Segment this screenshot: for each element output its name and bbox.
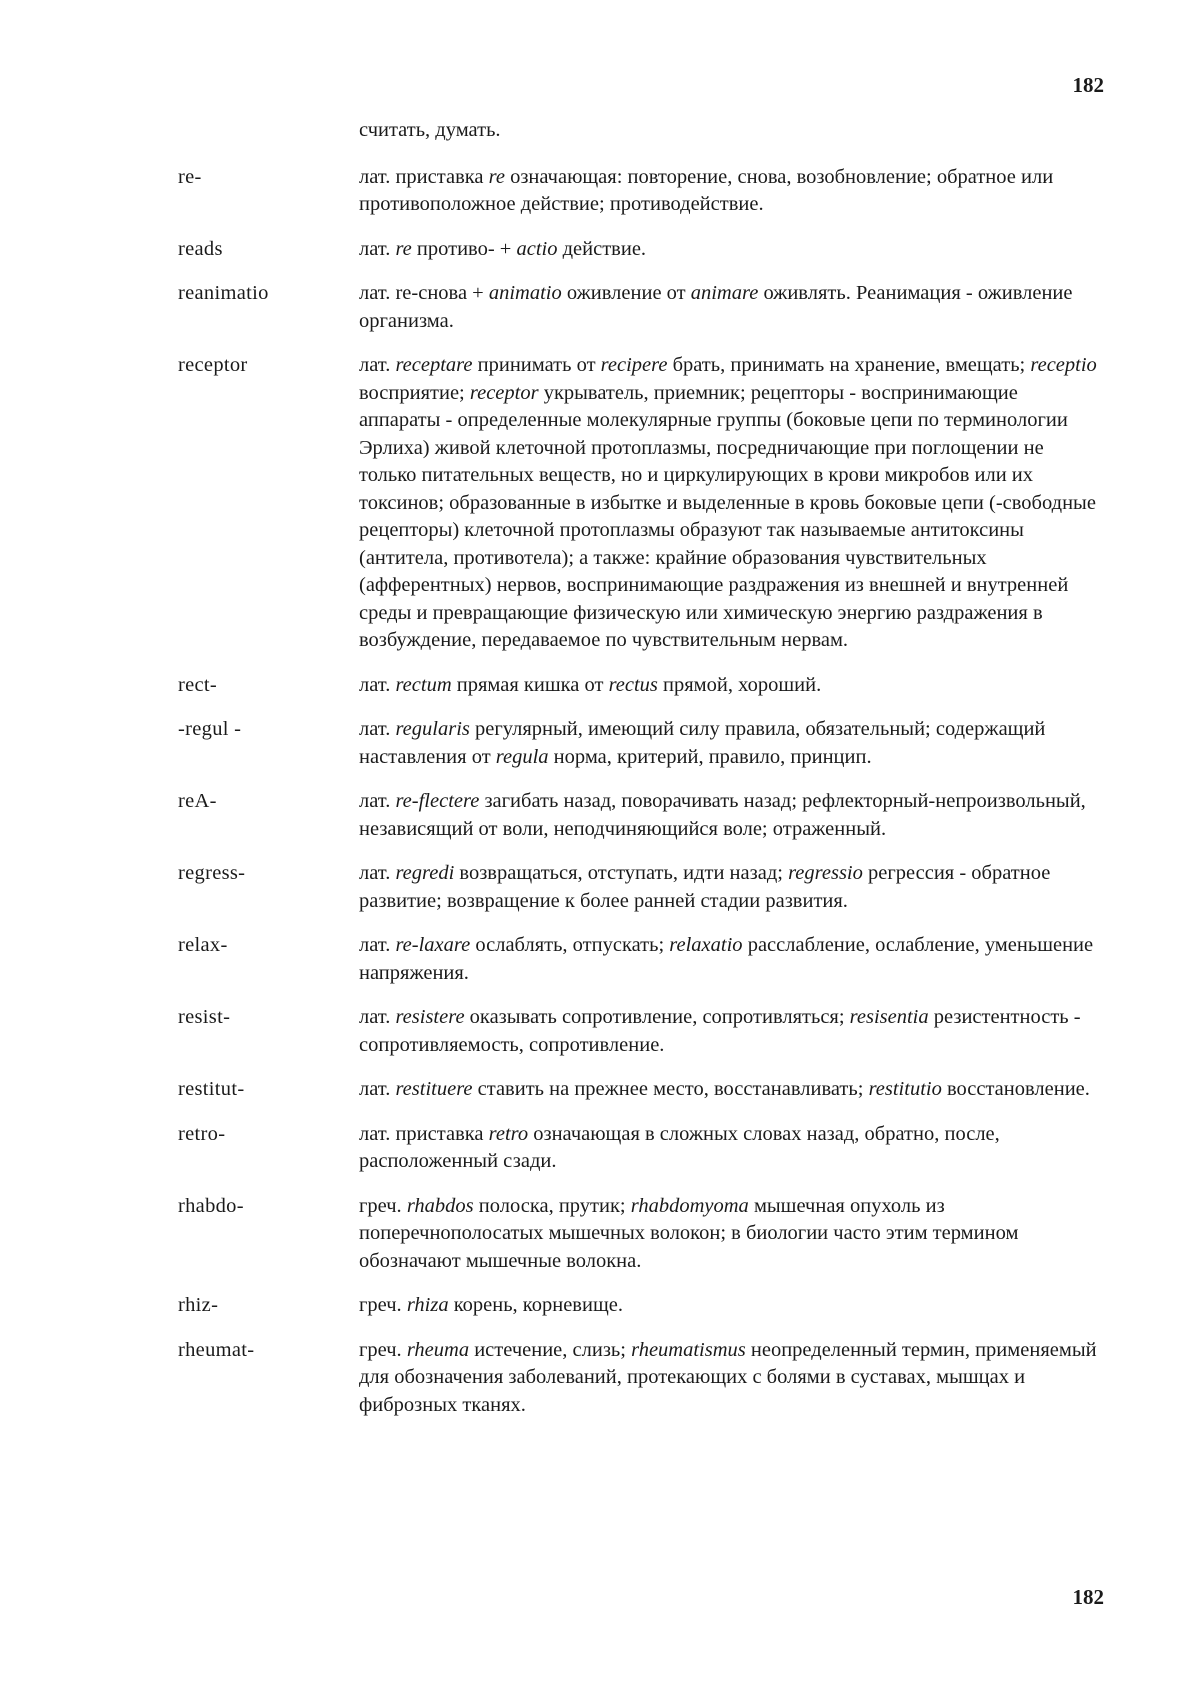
dictionary-entry [178,236,1098,264]
latin-greek-term: rhabdos [406,1194,474,1217]
entry-term: retro- [178,1122,226,1145]
dictionary-entry [178,1292,1098,1320]
latin-greek-term: relaxatio [669,934,743,956]
latin-greek-term: recipere [600,354,668,376]
entry-definition: лат. rectum прямая кишка от rectus прямой, хороший. [359,673,822,696]
latin-greek-term: re [488,165,505,188]
entry-term: reads [178,237,223,260]
dictionary-entry [178,1121,1098,1176]
dictionary-entry [178,788,1098,843]
latin-greek-term: rhabdomyoma [630,1194,749,1217]
entry-term: relax- [178,934,228,956]
dictionary-entry [178,1337,1098,1420]
entry-definition: лат. regularis регулярный, имеющий силу правила, обязательный; содержащий наставления от regula норма, критерий, правило, принцип. [359,718,1046,768]
latin-greek-term: regredi [395,862,455,884]
dictionary-entry [178,860,1098,915]
latin-greek-term: rectum [395,673,452,696]
latin-greek-term: restitutio [868,1078,942,1100]
latin-greek-term: rhiza [406,1294,449,1316]
dictionary-entries [178,117,1098,1436]
latin-greek-term: receptio [1030,354,1097,376]
latin-greek-term: animare [690,282,759,304]
dictionary-entry [178,716,1098,771]
dictionary-entry [178,280,1098,335]
dictionary-entry [178,352,1098,655]
latin-greek-term: receptor [469,381,539,404]
latin-greek-term: regularis [395,718,470,740]
latin-greek-term: regula [495,745,549,768]
entry-definition: лат. приставка retro означающая в сложных словах назад, обратно, после, расположенный сзади. [359,1122,1000,1172]
entry-term: rect- [178,673,218,696]
entry-term: -regul - [178,718,242,740]
latin-greek-term: rectus [608,673,658,696]
entry-definition: лат. приставка re означающая: повторение, снова, возобновление; обратное или противоположное действие; противодействие. [359,165,1054,215]
entry-definition: греч. rhiza корень, корневище. [359,1294,623,1316]
latin-greek-term: re-flectere [395,790,480,812]
latin-greek-term: receptare [395,354,473,376]
continuation-text: считать, думать. [359,119,501,141]
entry-term: regress- [178,862,246,884]
latin-greek-term: regressio [788,862,863,884]
entry-definition: лат. re-flectere загибать назад, поворачивать назад; рефлекторный-непроизвольный, независящий от воли, неподчиняющийся воле; отраженный. [359,790,1086,840]
entry-definition: лат. resistere оказывать сопротивление, сопротивляться; resisentia резистентность - сопротивляемость, сопротивление. [359,1006,1081,1056]
entry-term: reA- [178,790,217,812]
entry-term: receptor [178,354,248,376]
dictionary-entry [178,164,1098,219]
entry-definition: лат. restituere ставить на прежнее место, восстанавливать; restitutio восстановление. [359,1078,1090,1100]
entry-definition: лат. receptare принимать от recipere брать, принимать на хранение, вмещать; receptio восприятие; receptor укрыватель, приемник; рецепторы - воспринимающие аппараты - определенные молекулярные группы (боковые цепи по терминологии Эрлиха) живой клеточной протоплазмы, посредничающие при поглощении не только питательных веществ, но и циркулирующих в крови микробов или их токсинов; образованные в избытке и выделенные в кровь боковые цепи (-свободные рецепторы) клеточной протоплазмы образуют так называемые антитоксины (антитела, противотела); а также: крайние образования чувствительных (афферентных) нервов, воспринимающие раздражения из внешней и внутренней среды и превращающие физическую или химическую энергию раздражения в возбуждение, передаваемое по чувствительным нервам. [359,354,1097,651]
entry-definition: лат. re-laxare ослаблять, отпускать; relaxatio расслабление, ослабление, уменьшение напряжения. [359,934,1094,984]
dictionary-entry [178,672,1098,700]
latin-greek-term: re [395,237,412,260]
latin-greek-term: resisentia [849,1006,929,1028]
dictionary-entry [178,1076,1098,1104]
dictionary-entry [178,932,1098,987]
entry-term: rhiz- [178,1294,219,1316]
entry-list [178,164,1098,1420]
dictionary-entry [178,1193,1098,1276]
latin-greek-term: re-laxare [395,934,471,956]
entry-definition: греч. rheuma истечение, слизь; rheumatismus неопределенный термин, применяемый для обозначения заболеваний, протекающих с болями в суставах, мышцах и фиброзных тканях. [359,1338,1097,1416]
latin-greek-term: actio [516,237,558,260]
entry-definition: лат. re-снова + animatio оживление от animare оживлять. Реанимация - оживление организма. [359,282,1073,332]
entry-term: re- [178,165,202,188]
page-number-bottom: 182 [1072,1585,1104,1609]
latin-greek-term: rheumatismus [631,1338,746,1361]
entry-term: restitut- [178,1078,245,1100]
latin-greek-term: rheuma [406,1338,470,1361]
latin-greek-term: retro [488,1122,529,1145]
page-number-top: 182 [1072,73,1104,97]
entry-term: resist- [178,1006,231,1028]
entry-definition: греч. rhabdos полоска, прутик; rhabdomyoma мышечная опухоль из поперечнополосатых мышечных волокон; в биологии часто этим термином обозначают мышечные волокна. [359,1194,1019,1272]
entry-term: reanimatio [178,282,269,304]
latin-greek-term: resistere [395,1006,465,1028]
entry-term: rheumat- [178,1338,255,1361]
latin-greek-term: restituere [395,1078,473,1100]
dictionary-entry [178,1004,1098,1059]
latin-greek-term: animatio [488,282,562,304]
entry-definition: лат. regredi возвращаться, отступать, идти назад; regressio регрессия - обратное развитие; возвращение к более ранней стадии развития. [359,862,1051,912]
entry-term: rhabdo- [178,1194,244,1217]
entry-definition: лат. re противо- + actio действие. [359,237,647,260]
